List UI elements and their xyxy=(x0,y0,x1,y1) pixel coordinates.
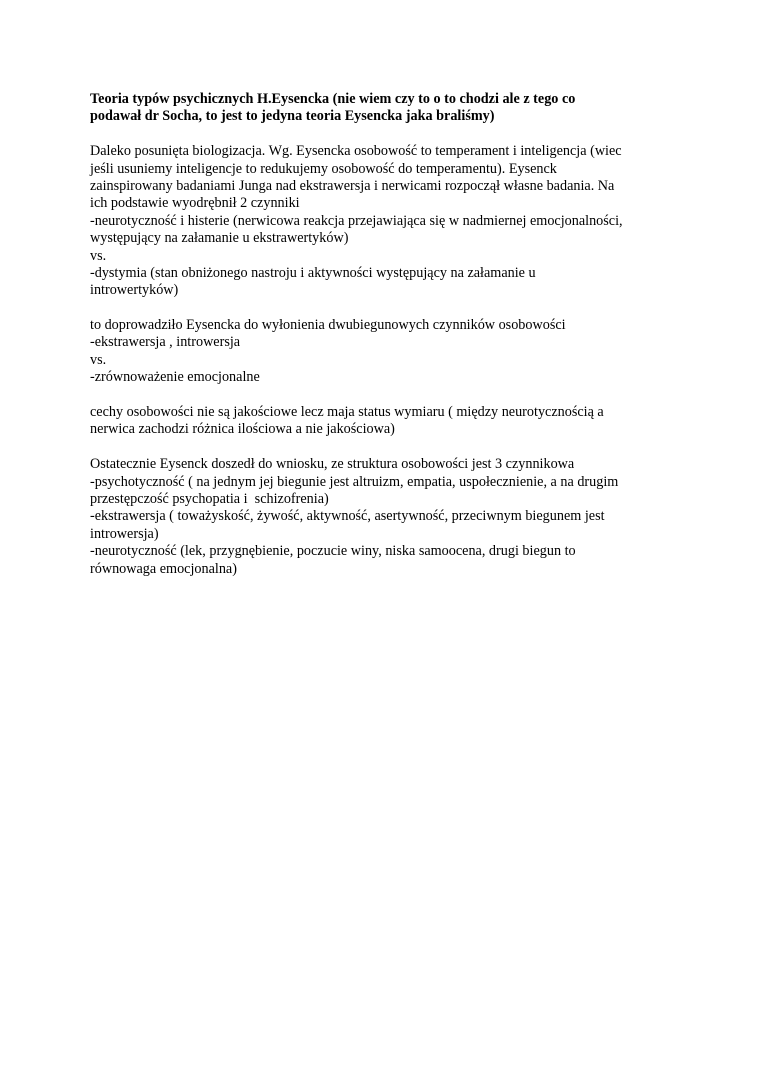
text-line: introwersja) xyxy=(90,525,159,542)
paragraph-spacer xyxy=(90,300,680,317)
text-line: nerwica zachodzi różnica ilościowa a nie jakościowa) xyxy=(90,421,395,438)
text-line: -zrównoważenie emocjonalne xyxy=(90,369,260,386)
text-line: introwertyków) xyxy=(90,282,179,299)
paragraph-spacer xyxy=(90,126,680,143)
text-line: -ekstrawersja , introwersja xyxy=(90,334,241,351)
text-line: vs. xyxy=(90,351,107,368)
text-line: występujący na załamanie u ekstrawertyków) xyxy=(90,230,349,247)
text-line: przestępczość psychopatia i schizofrenia) xyxy=(90,490,329,507)
paragraph-spacer xyxy=(90,387,680,404)
text-line: vs. xyxy=(90,247,107,264)
paragraph-1 xyxy=(90,143,680,300)
text-line: zainspirowany badaniami Junga nad ekstrawersja i nerwicami rozpoczął własne badania. Na xyxy=(90,177,615,194)
title-line: podawał dr Socha, to jest to jedyna teoria Eysencka jaka braliśmy) xyxy=(90,108,495,125)
text-line: -neurotyczność i histerie (nerwicowa reakcja przejawiająca się w nadmiernej emocjonalności, xyxy=(90,212,623,229)
paragraph-spacer xyxy=(90,439,680,456)
paragraph-4 xyxy=(90,456,680,578)
text-line: -neurotyczność (lek, przygnębienie, poczucie winy, niska samoocena, drugi biegun to xyxy=(90,543,576,560)
paragraph-2 xyxy=(90,317,680,387)
text-line: to doprowadziło Eysencka do wyłonienia dwubiegunowych czynników osobowości xyxy=(90,317,566,334)
text-line: Daleko posunięta biologizacja. Wg. Eysencka osobowość to temperament i inteligencja (wiec xyxy=(90,143,622,160)
document-page xyxy=(90,91,680,578)
document-title xyxy=(90,91,680,126)
text-line: -dystymia (stan obniżonego nastroju i aktywności występujący na załamanie u xyxy=(90,264,536,281)
text-line: równowaga emocjonalna) xyxy=(90,560,237,577)
paragraph-3 xyxy=(90,404,680,439)
text-line: Ostatecznie Eysenck doszedł do wniosku, ze struktura osobowości jest 3 czynnikowa xyxy=(90,456,575,473)
text-line: jeśli usuniemy inteligencje to redukujemy osobowość do temperamentu). Eysenck xyxy=(90,160,557,177)
text-line: -psychotyczność ( na jednym jej biegunie jest altruizm, empatia, uspołecznienie, a na drugim xyxy=(90,473,619,490)
title-line: Teoria typów psychicznych H.Eysencka (nie wiem czy to o to chodzi ale z tego co xyxy=(90,91,576,107)
text-line: -ekstrawersja ( toważyskość, żywość, aktywność, asertywność, przeciwnym biegunem jest xyxy=(90,508,605,525)
text-line: ich podstawie wyodrębnił 2 czynniki xyxy=(90,195,300,212)
text-line: cechy osobowości nie są jakościowe lecz maja status wymiaru ( między neurotycznością a xyxy=(90,404,604,421)
